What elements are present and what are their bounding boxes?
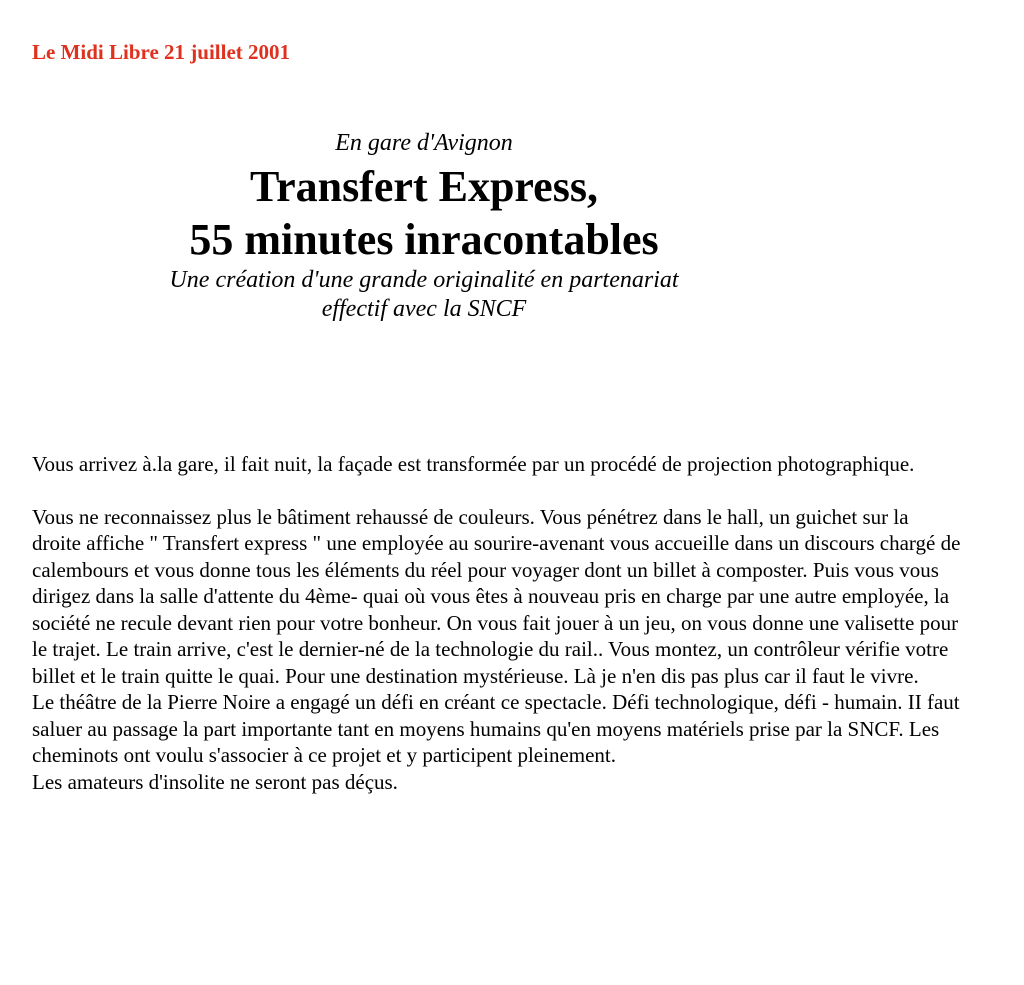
article-paragraph-3: Le théâtre de la Pierre Noire a engagé un défi en créant ce spectacle. Défi technologique, défi - humain. II faut saluer au passage la part importante tant en moyens humains qu'en moyens matériels prise par la SNCF. Les cheminots ont voulu s'associer à ce projet et y participent pleinement. — [32, 690, 960, 767]
headline-line-1: Transfert Express, — [250, 162, 598, 211]
subtitle-line-1: Une création d'une grande originalité en partenariat — [169, 267, 679, 293]
article-subtitle — [120, 266, 728, 324]
newspaper-source: Le Midi Libre 21 juillet 2001 — [32, 40, 291, 64]
article-header — [120, 128, 728, 324]
article-paragraph-2: Vous ne reconnaissez plus le bâtiment rehaussé de couleurs. Vous pénétrez dans le hall, un guichet sur la droite affiche " Transfert express " une employée au sourire-avenant vous accueille dans un discours chargé de calembours et vous donne tous les éléments du réel pour voyager dont un billet à composter. Puis vous vous dirigez dans la salle d'attente du 4ème- quai où vous êtes à nouveau pris en charge par une autre employée, la société ne recule devant rien pour votre bonheur. On vous fait jouer à un jeu, on vous donne une valisette pour le trajet. Le train arrive, c'est le dernier-né de la technologie du rail.. Vous montez, un contrôleur vérifie votre billet et le train quitte le quai. Pour une destination mystérieuse. Là je n'en dis pas plus car il faut le vivre. — [32, 504, 961, 688]
article-kicker: En gare d'Avignon — [335, 130, 513, 156]
article-body — [32, 451, 962, 795]
article-paragraph-4: Les amateurs d'insolite ne seront pas déçus. — [32, 769, 398, 794]
headline-line-2: 55 minutes inracontables — [189, 215, 659, 264]
subtitle-line-2: effectif avec la SNCF — [321, 296, 527, 322]
article-paragraph-1: Vous arrivez à.la gare, il fait nuit, la façade est transformée par un procédé de projection photographique. — [32, 452, 915, 476]
article-headline — [120, 160, 728, 266]
